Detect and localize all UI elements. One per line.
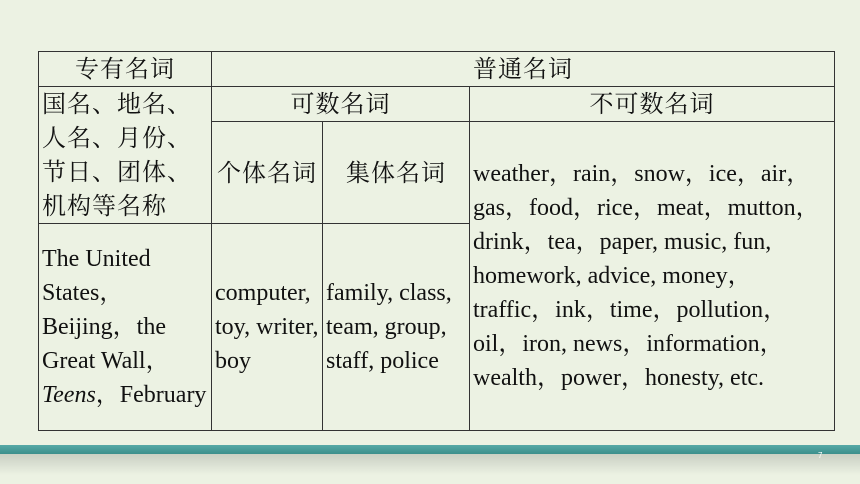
footer-shadow (0, 454, 860, 484)
proper-examples-italic: Teens (42, 382, 96, 408)
countable-nouns-header: 可数名词 (212, 87, 470, 122)
individual-nouns-examples: computer, toy, writer, boy (212, 224, 323, 431)
collective-nouns-examples: family, class, team, group, staff, police (323, 224, 470, 431)
proper-examples-text-end: ，February (95, 382, 207, 408)
noun-classification-table (38, 51, 835, 431)
proper-nouns-examples (39, 224, 212, 431)
proper-examples-text: The United States，Beijing，the Great Wall， (42, 246, 170, 374)
proper-nouns-header: 专有名词 (39, 52, 212, 87)
common-nouns-header: 普通名词 (212, 52, 835, 87)
uncountable-nouns-header: 不可数名词 (470, 87, 835, 122)
table-row (39, 52, 835, 87)
uncountable-nouns-examples: weather，rain，snow，ice，air，gas，food，rice，meat，mutton，drink，tea，paper, music, fun, homework, advice, money，traffic，ink，time，pollution，oil，iron, news，information，wealth，power，honesty, etc. (470, 122, 835, 431)
table-row (39, 87, 835, 122)
collective-nouns-header: 集体名词 (323, 122, 470, 224)
proper-nouns-description: 国名、地名、人名、月份、节日、团体、机构等名称 (39, 87, 212, 224)
page-number: 7 (818, 451, 823, 460)
footer-bar (0, 445, 860, 454)
individual-nouns-header: 个体名词 (212, 122, 323, 224)
